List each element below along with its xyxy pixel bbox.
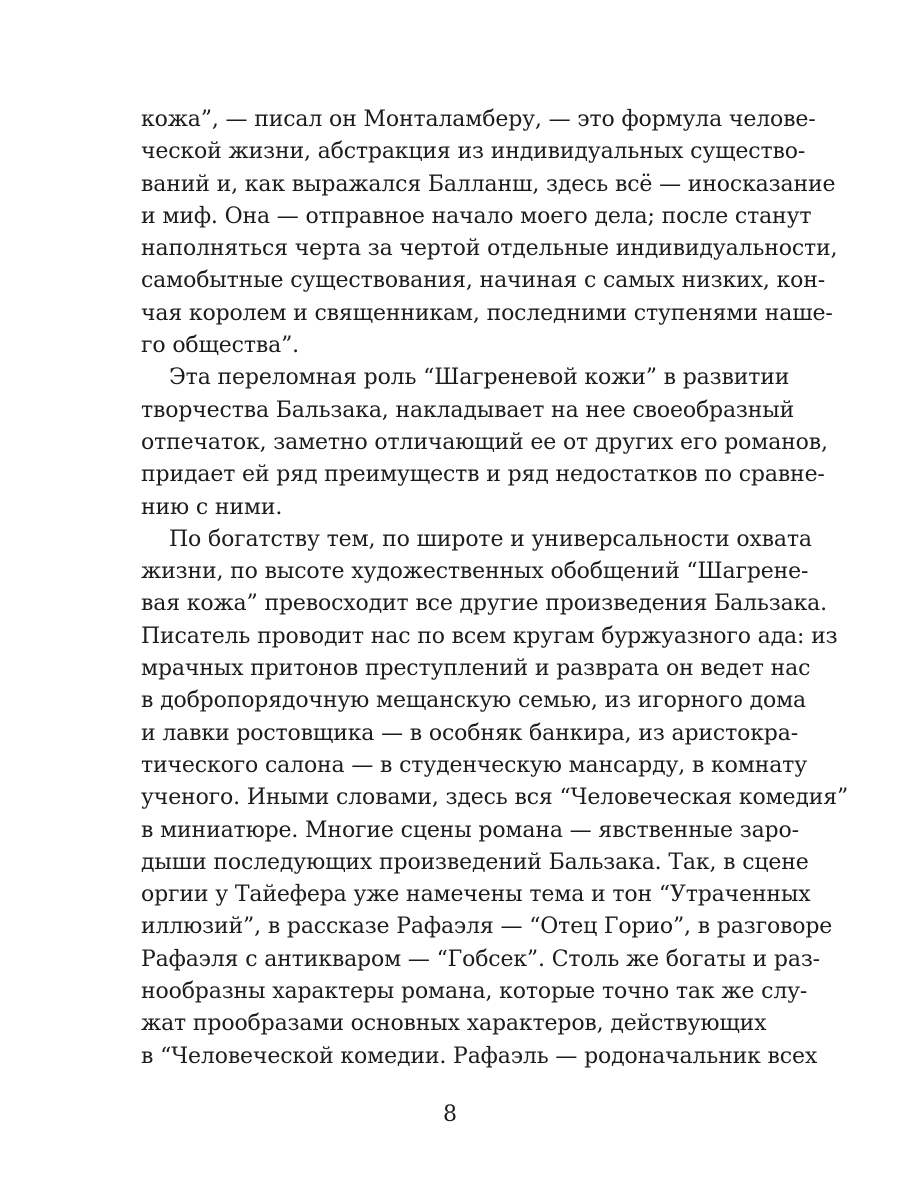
- text-line: оргии у Тайефера уже намечены тема и тон “Утраченных: [141, 882, 811, 908]
- text-line: нообразны характеры романа, которые точно так же слу-: [141, 979, 808, 1005]
- paragraph: [141, 362, 828, 523]
- text-line: чая королем и священникам, последними ступенями наше-: [141, 300, 833, 326]
- text-line: и миф. Она — отправное начало моего дела; после станут: [141, 203, 812, 229]
- text-line: Эта переломная роль “Шагреневой кожи” в развитии: [169, 365, 790, 391]
- page-number: 8: [443, 1102, 457, 1127]
- text-line: кожа”, — писал он Монталамберу, — это формула челове-: [141, 107, 816, 132]
- text-line: По богатству тем, по широте и универсальности охвата: [169, 526, 812, 552]
- text-line: Писатель проводит нас по всем кругам буржуазного ада: из: [141, 623, 838, 649]
- text-line: придает ей ряд преимуществ и ряд недостатков по сравне-: [141, 462, 825, 488]
- text-line: нию с ними.: [141, 494, 283, 520]
- text-line: жизни, по высоте художественных обобщений “Шагрене-: [141, 559, 809, 585]
- text-line: тического салона — в студенческую мансарду, в комнату: [141, 752, 807, 778]
- body-text: [141, 104, 849, 1073]
- text-line: в добропорядочную мещанскую семью, из игорного дома: [141, 688, 807, 714]
- text-line: ученого. Иными словами, здесь вся “Человеческая комедия”: [141, 785, 849, 811]
- text-line: жат прообразами основных характеров, действующих: [141, 1011, 767, 1037]
- text-line: ческой жизни, абстракция из индивидуальных существо-: [141, 139, 806, 165]
- text-line: самобытные существования, начиная с самых низких, кон-: [141, 268, 825, 294]
- text-line: иллюзий”, в рассказе Рафаэля — “Отец Горио”, в разговоре: [141, 914, 833, 940]
- text-line: наполняться черта за чертой отдельные индивидуальности,: [141, 236, 838, 262]
- text-line: в “Человеческой комедии. Рафаэль — родоначальник всех: [141, 1043, 818, 1069]
- text-line: мрачных притонов преступлений и разврата он ведет нас: [141, 656, 811, 682]
- text-line: вая кожа” превосходит все другие произведения Бальзака.: [141, 591, 827, 617]
- text-line: го общества”.: [141, 333, 300, 359]
- text-line: отпечаток, заметно отличающий ее от других его романов,: [141, 429, 828, 455]
- text-line: в миниатюре. Многие сцены романа — явственные заро-: [141, 817, 799, 843]
- paragraph: [141, 524, 849, 1073]
- text-line: и лавки ростовщика — в особняк банкира, из аристокра-: [141, 720, 798, 746]
- text-line: дыши последующих произведений Бальзака. Так, в сцене: [141, 849, 809, 875]
- text-line: творчества Бальзака, накладывает на нее своеобразный: [141, 397, 795, 423]
- text-line: ваний и, как выражался Балланш, здесь всё — иносказание: [141, 171, 836, 197]
- paragraph: [141, 104, 838, 362]
- text-line: Рафаэля с антикваром — “Гобсек”. Столь же богаты и раз-: [141, 946, 820, 972]
